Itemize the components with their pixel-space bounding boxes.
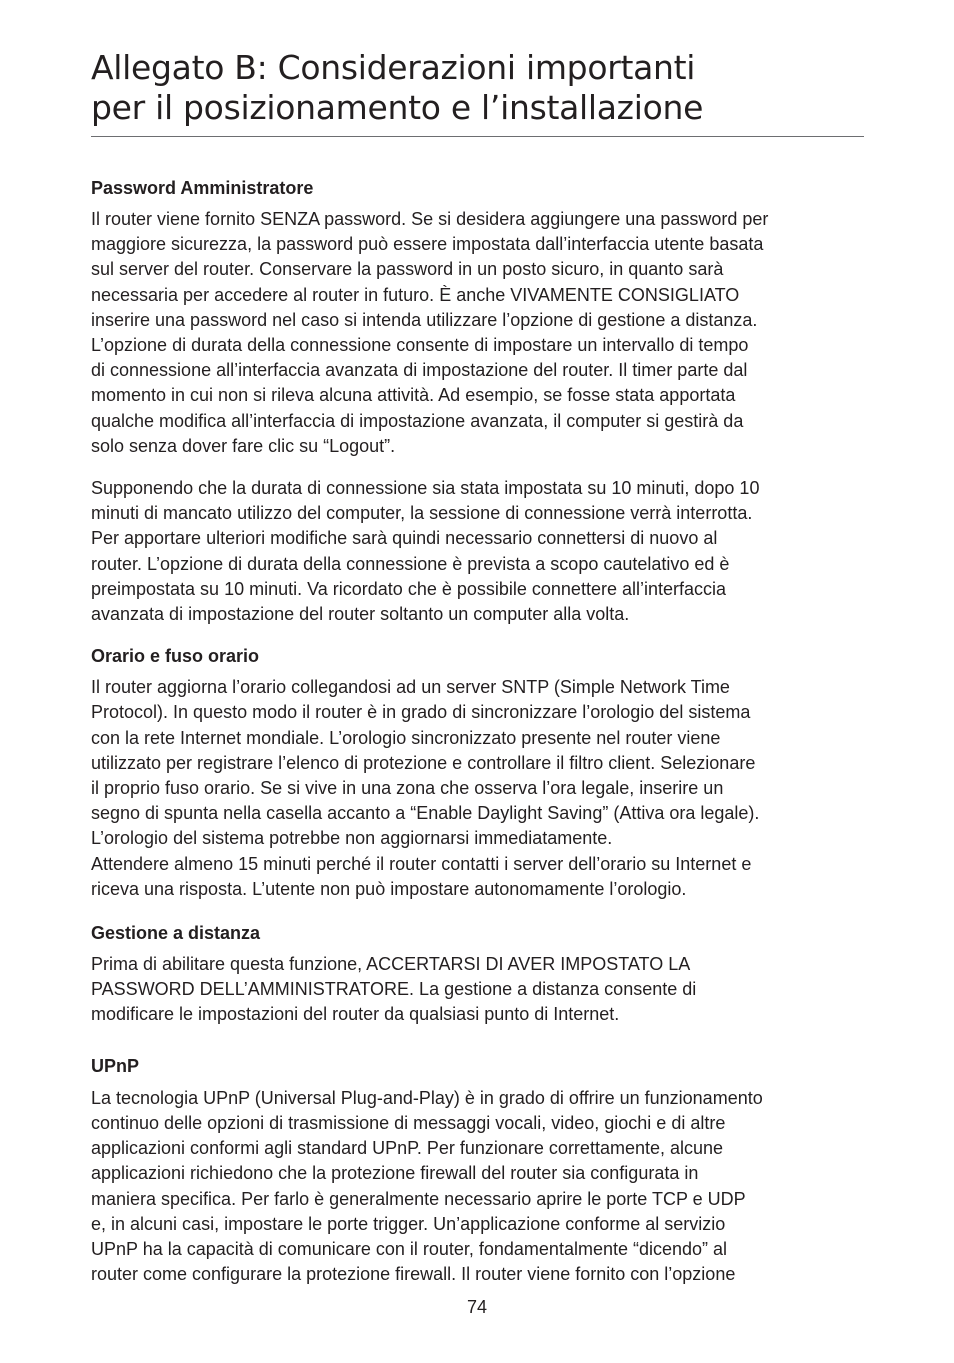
text-line: UPnP ha la capacità di comunicare con il router, fondamentalmente “dicendo” al xyxy=(91,1238,728,1259)
section-heading-remote: Gestione a distanza xyxy=(91,923,261,944)
text-line: L’orologio del sistema potrebbe non aggiornarsi immediatamente. xyxy=(91,828,613,849)
text-line: minuti di mancato utilizzo del computer, la sessione di connessione verrà interrotta. xyxy=(91,503,753,524)
text-line: Attendere almeno 15 minuti perché il router contatti i server dell’orario su Internet e xyxy=(91,853,752,874)
text-line: Per apportare ulteriori modifiche sarà quindi necessario connettersi di nuovo al xyxy=(91,528,718,549)
text-line: inserire una password nel caso si intenda utilizzare l’opzione di gestione a distanza. xyxy=(91,309,758,330)
text-line: il proprio fuso orario. Se si vive in una zona che osserva l’ora legale, inserire un xyxy=(91,778,724,799)
text-line: applicazioni richiedono che la protezione firewall del router sia configurata in xyxy=(91,1163,699,1184)
text-line: necessaria per accedere al router in futuro. È anche VIVAMENTE CONSIGLIATO xyxy=(91,284,740,305)
text-line: maniera specifica. Per farlo è generalmente necessario aprire le porte TCP e UDP xyxy=(91,1188,746,1209)
text-line: preimpostata su 10 minuti. Va ricordato che è possibile connettere all’interfaccia xyxy=(91,578,727,599)
text-line: Prima di abilitare questa funzione, ACCERTARSI DI AVER IMPOSTATO LA xyxy=(91,954,691,975)
page-title xyxy=(91,48,864,128)
paragraph-password-1 xyxy=(91,207,864,459)
text-line: e, in alcuni casi, impostare le porte trigger. Un’applicazione conforme al servizio xyxy=(91,1213,726,1234)
text-line: continuo delle opzioni di trasmissione di messaggi vocali, video, giochi e di altre xyxy=(91,1112,726,1133)
text-line: Supponendo che la durata di connessione sia stata impostata su 10 minuti, dopo 10 xyxy=(91,478,760,499)
text-line: router come configurare la protezione firewall. Il router viene fornito con l’opzione xyxy=(91,1264,736,1285)
text-line: router. L’opzione di durata della connessione è prevista a scopo cautelativo ed è xyxy=(91,553,730,574)
page-number: 74 xyxy=(466,1297,488,1317)
text-line: sul server del router. Conservare la password in un posto sicuro, in quanto sarà xyxy=(91,259,724,280)
text-line: La tecnologia UPnP (Universal Plug-and-Play) è in grado di offrire un funzionamento xyxy=(91,1087,763,1108)
section-heading-password: Password Amministratore xyxy=(91,178,314,198)
text-line: segno di spunta nella casella accanto a “Enable Daylight Saving” (Attiva ora legale). xyxy=(91,803,760,824)
paragraph-time-1 xyxy=(91,675,864,902)
title-divider xyxy=(91,136,864,137)
text-line: di connessione all’interfaccia avanzata di impostazione del router. Il timer parte dal xyxy=(91,360,748,381)
text-line: solo senza dover fare clic su “Logout”. xyxy=(91,435,396,456)
text-line: applicazioni conformi agli standard UPnP. Per funzionare correttamente, alcune xyxy=(91,1138,724,1159)
text-line: maggiore sicurezza, la password può essere impostata dall’interfaccia utente basata xyxy=(91,234,764,255)
text-line: qualche modifica all’interfaccia di impostazione avanzata, il computer si gestirà da xyxy=(91,410,744,431)
text-line: avanzata di impostazione del router soltanto un computer alla volta. xyxy=(91,604,630,625)
text-line: modificare le impostazioni del router da qualsiasi punto di Internet. xyxy=(91,1004,620,1025)
text-line: con la rete Internet mondiale. L’orologio sincronizzato presente nel router viene xyxy=(91,727,721,748)
text-line: Il router aggiorna l’orario collegandosi ad un server SNTP (Simple Network Time xyxy=(91,677,730,698)
section-heading-upnp: UPnP xyxy=(91,1055,140,1076)
page-title-line-1: Allegato B: Considerazioni importanti xyxy=(91,48,696,87)
section-heading-time: Orario e fuso orario xyxy=(91,646,260,667)
text-line: Protocol). In questo modo il router è in grado di sincronizzare l’orologio del sistema xyxy=(91,702,751,723)
text-line: riceva una risposta. L’utente non può impostare autonomamente l’orologio. xyxy=(91,878,687,899)
text-line: utilizzato per registrare l’elenco di protezione e controllare il filtro client. Selezionare xyxy=(91,752,756,773)
paragraph-upnp-1 xyxy=(91,1086,864,1288)
paragraph-password-2 xyxy=(91,476,864,627)
text-line: Il router viene fornito SENZA password. Se si desidera aggiungere una password per xyxy=(91,209,769,229)
paragraph-remote-1 xyxy=(91,952,864,1028)
text-line: L’opzione di durata della connessione consente di impostare un intervallo di tempo xyxy=(91,335,749,356)
text-line: PASSWORD DELL’AMMINISTRATORE. La gestione a distanza consente di xyxy=(91,979,697,1000)
text-line: momento in cui non si rileva alcuna attività. Ad esempio, se fosse stata apportata xyxy=(91,385,736,406)
page-title-line-2: per il posizionamento e l’installazione xyxy=(91,88,704,127)
document-page xyxy=(91,48,864,1287)
